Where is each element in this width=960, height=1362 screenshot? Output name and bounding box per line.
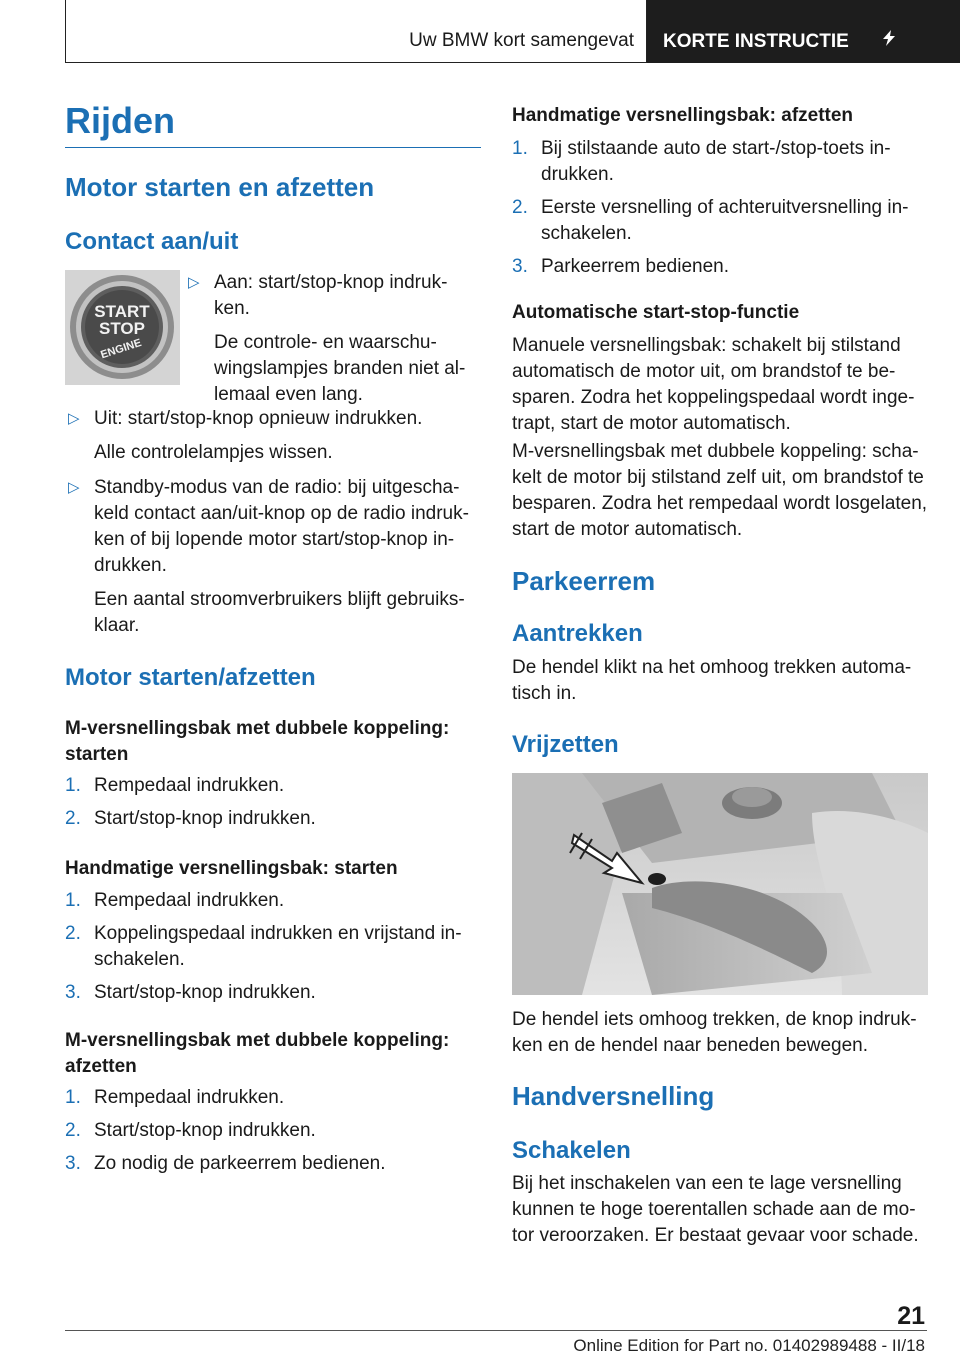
list-item: 2. Koppelingspedaal indrukken en vrijstand in-schakelen. (65, 923, 462, 970)
list-item-sub: Een aantal stroomverbruikers blijft gebruiks-klaar. (94, 589, 465, 636)
list-item: 2. Start/stop-knop indrukken. (65, 1120, 316, 1141)
m-start-steps (65, 773, 481, 839)
list-item: 1. Rempedaal indrukken. (65, 890, 285, 911)
list-item: 3. Start/stop-knop indrukken. (65, 982, 316, 1003)
aantrekken-paragraph: De hendel klikt na het omhoog trekken automa-tisch in. (512, 657, 912, 704)
lightning-icon (880, 0, 898, 82)
header-section-title: Uw BMW kort samengevat (65, 0, 647, 63)
header-tab-label: KORTE INSTRUCTIE (663, 31, 849, 52)
m-stop-steps (65, 1085, 481, 1184)
button-label-stop: STOP (99, 319, 145, 338)
triangle-bullet-icon: ▷ (188, 274, 200, 291)
list-item: ▷ Uit: start/stop-knop opnieuw indrukken. Alle controlelampjes wissen. (65, 406, 481, 466)
auto-start-stop-paragraph-1: Manuele versnellingsbak: schakelt bij stilstand automatisch de motor uit, om brandstof te be-sparen. Zodra het koppelingspedaal wordt inge-trapt, start de motor automatisch. (512, 335, 915, 434)
schakelen-paragraph: Bij het inschakelen van een te lage versnelling kunnen te hoge toerentallen schade aan de mo-tor veroorzaken. Er bestaat gevaar voor schade. (512, 1173, 919, 1246)
button-label-start: START (94, 302, 150, 321)
list-item: 1. Bij stilstaande auto de start-/stop-toets in-drukken. (512, 138, 891, 185)
contact-list (65, 406, 481, 648)
heading-contact: Contact aan/uit (65, 228, 239, 255)
list-item: ▷ Standby-modus van de radio: bij uitgescha-keld contact aan/uit-knop op de radio indruk-ken of bij lopende motor start/stop-knop in-drukken. Een aantal stroomverbruikers blijft gebruiks-klaar. (65, 475, 481, 639)
list-item: 3. Zo nodig de parkeerrem bedienen. (65, 1153, 386, 1174)
heading-m-gearbox-start: M-versnellingsbak met dubbele koppeling: starten (65, 718, 450, 765)
triangle-bullet-icon: ▷ (68, 410, 80, 427)
heading-aantrekken: Aantrekken (512, 620, 643, 647)
list-item: 2. Start/stop-knop indrukken. (65, 808, 316, 829)
page-title: Rijden (65, 100, 176, 141)
heading-manual-stop: Handmatige versnellingsbak: afzetten (512, 105, 854, 126)
vrijzetten-paragraph: De hendel iets omhoog trekken, de knop indruk-ken en de hendel naar beneden bewegen. (512, 1009, 917, 1056)
manual-start-steps (65, 888, 481, 1013)
heading-motor-starten-afzetten-sub: Motor starten/afzetten (65, 664, 316, 691)
heading-handversnelling: Handversnelling (512, 1081, 715, 1111)
start-stop-button-image (65, 270, 180, 385)
triangle-bullet-icon: ▷ (68, 479, 80, 496)
list-item: ▷ Aan: start/stop-knop indruk-ken. De controle- en waarschu-wingslampjes branden niet al-lemaal even lang. (185, 270, 481, 408)
list-item: 3. Parkeerrem bedienen. (512, 256, 729, 277)
heading-parkeerrem: Parkeerrem (512, 566, 656, 596)
heading-auto-start-stop: Automatische start-stop-functie (512, 302, 800, 323)
heading-schakelen: Schakelen (512, 1137, 631, 1164)
header-tab-quick-guide[interactable] (647, 0, 960, 63)
list-item: 1. Rempedaal indrukken. (65, 775, 285, 796)
page-number: 21 (897, 1302, 925, 1330)
page-header (65, 0, 960, 66)
title-divider (65, 147, 481, 148)
edition-text: Online Edition for Part no. 01402989488 - II/18 (573, 1336, 925, 1355)
heading-vrijzetten: Vrijzetten (512, 731, 619, 758)
list-item-sub: De controle- en waarschu-wingslampjes branden niet al-lemaal even lang. (214, 332, 466, 405)
footer-divider (65, 1330, 927, 1331)
list-item-sub: Alle controlelampjes wissen. (94, 442, 333, 463)
heading-motor-starten-afzetten: Motor starten en afzetten (65, 172, 375, 202)
manual-stop-steps (512, 136, 928, 287)
heading-manual-start: Handmatige versnellingsbak: starten (65, 858, 398, 879)
list-item: 2. Eerste versnelling of achteruitversnelling in-schakelen. (512, 197, 909, 244)
parking-brake-image (512, 773, 928, 995)
button-label-engine: ENGINE (99, 336, 143, 362)
list-item: 1. Rempedaal indrukken. (65, 1087, 285, 1108)
heading-m-gearbox-stop: M-versnellingsbak met dubbele koppeling: afzetten (65, 1030, 450, 1077)
auto-start-stop-paragraph-2: M-versnellingsbak met dubbele koppeling: scha-kelt de motor bij stilstand zelf uit, om brandstof te besparen. Zodra het rempedaal wordt losgelaten, start de motor automatisch. (512, 441, 928, 540)
contact-list-first (185, 270, 481, 417)
